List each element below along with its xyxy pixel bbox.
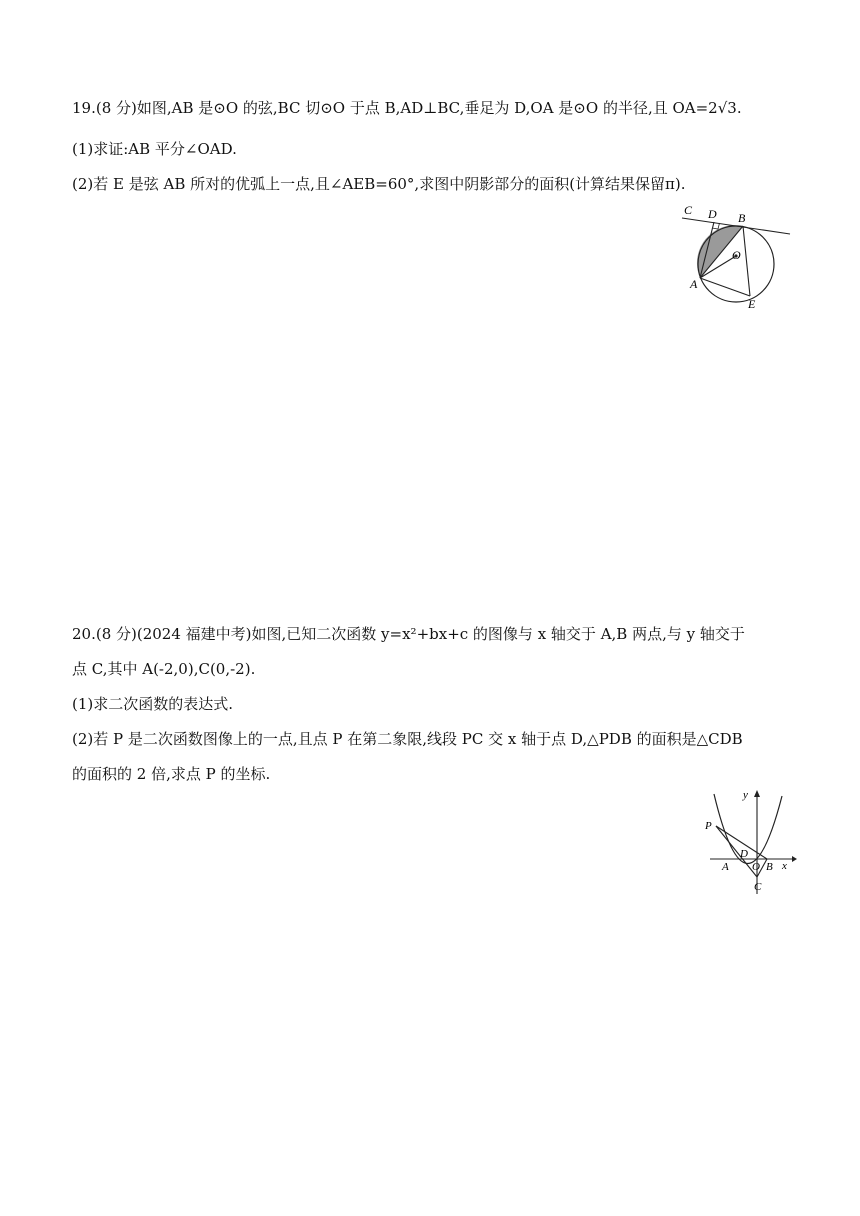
- q19-figure-svg: [670, 200, 800, 312]
- parabola: [714, 794, 782, 864]
- q20-figure-svg: [702, 782, 802, 898]
- label-b: B: [766, 861, 773, 873]
- q20-part2-line2: 的面积的 2 倍,求点 P 的坐标.: [72, 765, 271, 783]
- q20-part2-line1: (2)若 P 是二次函数图像上的一点,且点 P 在第二象限,线段 PC 交 x 轴于点 D,△PDB 的面积是△CDB: [72, 730, 743, 748]
- label-x: x: [782, 860, 787, 872]
- q20-part1: (1)求二次函数的表达式.: [72, 695, 234, 713]
- q19-circle-figure: [670, 200, 800, 312]
- q20-stem-line1: 20.(8 分)(2024 福建中考)如图,已知二次函数 y=x²+bx+c 的图像与 x 轴交于 A,B 两点,与 y 轴交于: [72, 625, 745, 643]
- q19-part1: (1)求证:AB 平分∠OAD.: [72, 140, 237, 158]
- label-o: O: [732, 248, 741, 262]
- label-c: C: [754, 881, 762, 893]
- segment-ae: [700, 278, 750, 296]
- segment-be: [743, 226, 750, 296]
- q19-part2: (2)若 E 是弦 AB 所对的优弧上一点,且∠AEB=60°,求图中阴影部分的面积(计算结果保留π).: [72, 175, 686, 193]
- label-p: P: [705, 820, 712, 832]
- label-y: y: [743, 789, 748, 801]
- label-b: B: [738, 211, 746, 225]
- label-a: A: [722, 861, 729, 873]
- label-d: D: [708, 207, 717, 221]
- q20-parabola-figure: [702, 782, 802, 898]
- label-d: D: [740, 848, 748, 860]
- x-axis-arrow: [792, 856, 797, 862]
- label-o: O: [752, 861, 760, 873]
- label-e: E: [748, 297, 756, 311]
- label-a: A: [690, 277, 698, 291]
- q20-stem-line2: 点 C,其中 A(-2,0),C(0,-2).: [72, 660, 256, 678]
- label-c: C: [684, 203, 693, 217]
- q19-stem: 19.(8 分)如图,AB 是⊙O 的弦,BC 切⊙O 于点 B,AD⊥BC,垂足为 D,OA 是⊙O 的半径,且 OA=2√3.: [72, 99, 742, 117]
- y-axis-arrow: [754, 790, 760, 797]
